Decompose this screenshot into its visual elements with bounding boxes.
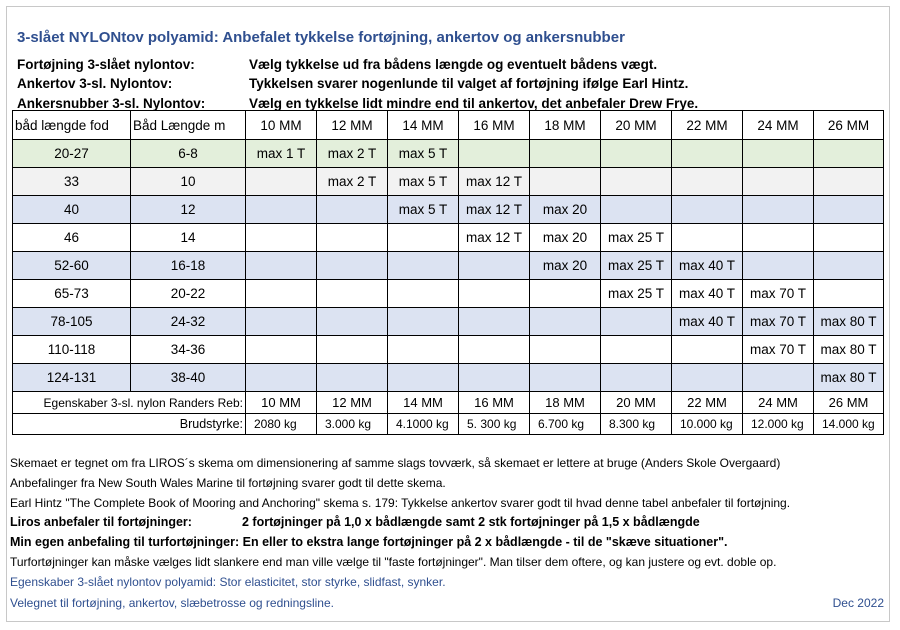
table-row xyxy=(13,308,884,336)
rope-size-cell: 14 MM xyxy=(388,392,459,414)
info-value: Vælg tykkelse ud fra bådens længde og eventuelt bådens vægt. xyxy=(249,57,658,72)
table-cell: max 40 T xyxy=(672,252,743,280)
table-cell: 16-18 xyxy=(131,252,246,280)
table-cell xyxy=(672,364,743,392)
table-row xyxy=(13,168,884,196)
table-cell xyxy=(672,336,743,364)
table-cell xyxy=(530,336,601,364)
info-value: Tykkelsen svarer nogenlunde til valget af fortøjning ifølge Earl Hintz. xyxy=(249,76,689,91)
table-cell xyxy=(388,364,459,392)
note-liros-source: Skemaet er tegnet om fra LIROS´s skema om dimensionering af samme slags tovværk, så skemaet er lettere at bruge (Anders Skole Overgaard) xyxy=(10,456,781,470)
table-cell: max 12 T xyxy=(459,224,530,252)
strength-cell: 2080 kg xyxy=(246,414,317,435)
table-cell: max 40 T xyxy=(672,308,743,336)
table-cell: 12 xyxy=(131,196,246,224)
table-cell xyxy=(672,196,743,224)
table-cell xyxy=(317,280,388,308)
table-cell xyxy=(530,168,601,196)
table-cell xyxy=(317,224,388,252)
table-cell xyxy=(814,168,884,196)
table-cell: 10 xyxy=(131,168,246,196)
table-cell: max 40 T xyxy=(672,280,743,308)
properties-row xyxy=(13,392,884,414)
table-cell xyxy=(388,224,459,252)
table-cell: max 2 T xyxy=(317,140,388,168)
column-header: 16 MM xyxy=(459,111,530,140)
table-cell: 38-40 xyxy=(131,364,246,392)
table-cell xyxy=(743,140,814,168)
table-cell xyxy=(246,364,317,392)
column-header: 20 MM xyxy=(601,111,672,140)
table-cell xyxy=(601,364,672,392)
table-cell xyxy=(388,308,459,336)
table-cell: 40 xyxy=(13,196,131,224)
column-header: 18 MM xyxy=(530,111,601,140)
table-cell xyxy=(601,336,672,364)
table-cell xyxy=(743,196,814,224)
page-title: 3-slået NYLONtov polyamid: Anbefalet tykkelse fortøjning, ankertov og ankersnubber xyxy=(17,29,625,46)
table-cell xyxy=(814,224,884,252)
table-cell xyxy=(530,140,601,168)
table-cell xyxy=(317,252,388,280)
table-cell xyxy=(814,280,884,308)
properties-label: Egenskaber 3-sl. nylon Randers Reb: xyxy=(13,392,246,414)
table-cell: max 5 T xyxy=(388,140,459,168)
table-cell xyxy=(672,224,743,252)
column-header: 26 MM xyxy=(814,111,884,140)
note-earl-hintz: Earl Hintz "The Complete Book of Mooring and Anchoring" skema s. 179: Tykkelse ankertov svarer godt til hvad denne tabel anbefaler til fortøjning. xyxy=(10,496,791,510)
rope-size-cell: 16 MM xyxy=(459,392,530,414)
table-row xyxy=(13,224,884,252)
table-cell: 24-32 xyxy=(131,308,246,336)
strength-cell: 4.1000 kg xyxy=(388,414,459,435)
table-cell xyxy=(672,168,743,196)
strength-cell: 6.700 kg xyxy=(530,414,601,435)
table-cell xyxy=(246,168,317,196)
note-suitable-for: Velegnet til fortøjning, ankertov, slæbetrosse og redningsline. xyxy=(10,596,334,610)
strength-cell: 12.000 kg xyxy=(743,414,814,435)
table-row xyxy=(13,280,884,308)
table-cell xyxy=(601,140,672,168)
table-cell: 20-22 xyxy=(131,280,246,308)
table-row xyxy=(13,140,884,168)
table-cell: max 70 T xyxy=(743,280,814,308)
table-cell xyxy=(530,308,601,336)
table-cell xyxy=(459,364,530,392)
table-cell: max 25 T xyxy=(601,252,672,280)
table-cell xyxy=(459,308,530,336)
table-cell: 34-36 xyxy=(131,336,246,364)
table-cell: max 70 T xyxy=(743,308,814,336)
strength-row xyxy=(13,414,884,435)
info-label: Ankertov 3-sl. Nylontov: xyxy=(17,76,173,91)
rope-size-cell: 20 MM xyxy=(601,392,672,414)
note-own-recommendation: Min egen anbefaling til turfortøjninger: En eller to ekstra lange fortøjninger på 2 x bådlængde - til de "skæve situationer". xyxy=(10,535,728,549)
strength-label: Brudstyrke: xyxy=(13,414,246,435)
column-header: 10 MM xyxy=(246,111,317,140)
column-header: 14 MM xyxy=(388,111,459,140)
table-cell xyxy=(601,308,672,336)
table-cell xyxy=(459,336,530,364)
table-row xyxy=(13,196,884,224)
table-cell xyxy=(246,336,317,364)
column-header: båd længde fod xyxy=(13,111,131,140)
table-row xyxy=(13,364,884,392)
table-cell: 6-8 xyxy=(131,140,246,168)
table-cell xyxy=(246,252,317,280)
table-cell xyxy=(530,364,601,392)
table-cell xyxy=(317,308,388,336)
table-cell xyxy=(246,308,317,336)
column-header: 12 MM xyxy=(317,111,388,140)
info-value: Vælg en tykkelse lidt mindre end til ankertov, det anbefaler Drew Frye. xyxy=(249,96,699,111)
table-cell: max 80 T xyxy=(814,308,884,336)
table-cell: max 1 T xyxy=(246,140,317,168)
table-cell xyxy=(530,280,601,308)
table-cell: max 25 T xyxy=(601,224,672,252)
table-cell: max 20 xyxy=(530,252,601,280)
table-cell: 65-73 xyxy=(13,280,131,308)
strength-cell: 8.300 kg xyxy=(601,414,672,435)
table-cell: 78-105 xyxy=(13,308,131,336)
table-cell xyxy=(388,280,459,308)
table-cell xyxy=(317,364,388,392)
note-liros-recommendation xyxy=(10,515,700,529)
table-cell: max 70 T xyxy=(743,336,814,364)
rope-thickness-table xyxy=(12,110,884,435)
table-cell: max 12 T xyxy=(459,168,530,196)
column-header: 24 MM xyxy=(743,111,814,140)
info-label: Ankersnubber 3-sl. Nylontov: xyxy=(17,96,206,111)
table-cell xyxy=(814,196,884,224)
table-cell xyxy=(743,364,814,392)
table-cell xyxy=(459,140,530,168)
strength-cell: 10.000 kg xyxy=(672,414,743,435)
table-cell: max 20 xyxy=(530,224,601,252)
header-row xyxy=(13,111,884,140)
table-cell: 33 xyxy=(13,168,131,196)
table-cell xyxy=(246,196,317,224)
table-row xyxy=(13,336,884,364)
table-row xyxy=(13,252,884,280)
table-cell xyxy=(317,196,388,224)
table-cell: max 5 T xyxy=(388,168,459,196)
note-label: Liros anbefaler til fortøjninger: xyxy=(10,515,192,529)
table-cell: max 12 T xyxy=(459,196,530,224)
table-cell xyxy=(601,196,672,224)
table-cell: 20-27 xyxy=(13,140,131,168)
note-tour-mooring: Turfortøjninger kan måske vælges lidt slankere end man ville vælge til "faste fortøjninger". Man tilser dem oftere, og kan justere og evt. doble op. xyxy=(10,555,777,569)
column-header: Båd Længde m xyxy=(131,111,246,140)
table-cell: 46 xyxy=(13,224,131,252)
date-label: Dec 2022 xyxy=(832,596,884,610)
table-cell xyxy=(459,280,530,308)
rope-size-cell: 10 MM xyxy=(246,392,317,414)
table-cell xyxy=(459,252,530,280)
table-cell: 110-118 xyxy=(13,336,131,364)
table-cell xyxy=(814,140,884,168)
rope-size-cell: 22 MM xyxy=(672,392,743,414)
rope-size-cell: 18 MM xyxy=(530,392,601,414)
rope-size-cell: 12 MM xyxy=(317,392,388,414)
column-header: 22 MM xyxy=(672,111,743,140)
table-cell: 52-60 xyxy=(13,252,131,280)
table-cell: max 80 T xyxy=(814,364,884,392)
table-cell xyxy=(743,224,814,252)
table-cell: max 5 T xyxy=(388,196,459,224)
table-cell xyxy=(388,252,459,280)
table-cell: max 80 T xyxy=(814,336,884,364)
table-cell xyxy=(672,140,743,168)
table-cell xyxy=(814,252,884,280)
table-cell xyxy=(743,252,814,280)
rope-size-cell: 24 MM xyxy=(743,392,814,414)
table-cell xyxy=(246,280,317,308)
table-cell: max 25 T xyxy=(601,280,672,308)
table-cell xyxy=(743,168,814,196)
table-cell: max 20 xyxy=(530,196,601,224)
strength-cell: 3.000 kg xyxy=(317,414,388,435)
table-cell xyxy=(601,168,672,196)
table-cell: max 2 T xyxy=(317,168,388,196)
table-cell xyxy=(246,224,317,252)
note-nsw-marine: Anbefalinger fra New South Wales Marine til fortøjning svarer godt til dette skema. xyxy=(10,476,446,490)
table-cell: 124-131 xyxy=(13,364,131,392)
strength-cell: 14.000 kg xyxy=(814,414,884,435)
note-properties: Egenskaber 3-slået nylontov polyamid: Stor elasticitet, stor styrke, slidfast, synker. xyxy=(10,575,446,589)
info-label: Fortøjning 3-slået nylontov: xyxy=(17,57,195,72)
strength-cell: 5. 300 kg xyxy=(459,414,530,435)
rope-size-cell: 26 MM xyxy=(814,392,884,414)
table-cell xyxy=(317,336,388,364)
table-cell: 14 xyxy=(131,224,246,252)
note-value: 2 fortøjninger på 1,0 x bådlængde samt 2 stk fortøjninger på 1,5 x bådlængde xyxy=(242,515,700,529)
table-cell xyxy=(388,336,459,364)
